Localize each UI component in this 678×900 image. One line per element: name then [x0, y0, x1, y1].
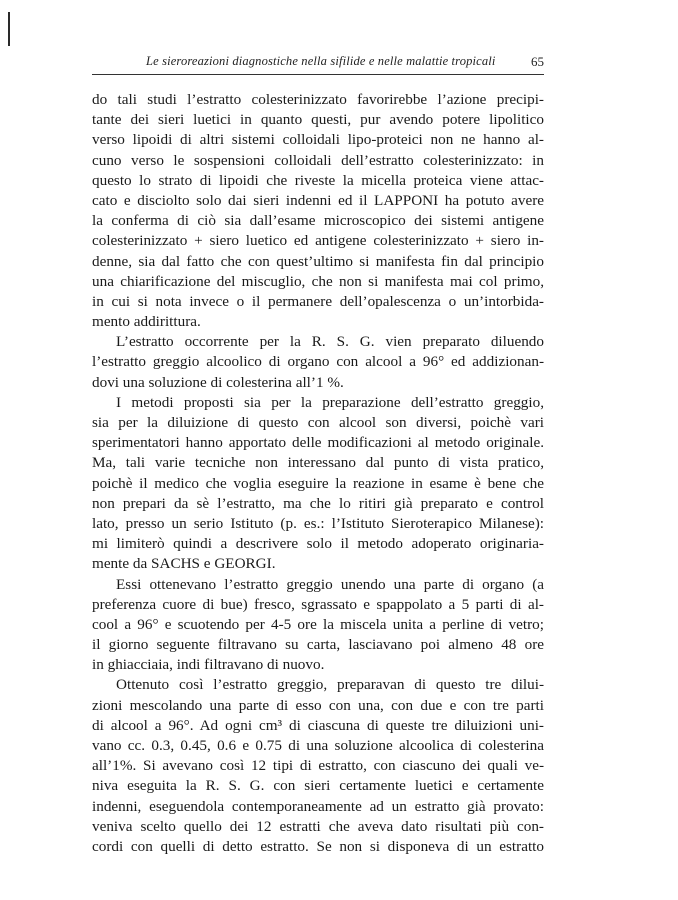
text-line: sperimentatori hanno apportato delle modificazioni al metodo originale.: [92, 434, 544, 452]
text-line: denne, sia dal fatto che con quest’ultimo si manifesta fin dal principio: [92, 252, 544, 270]
text-line: cordi con quelli di detto estratto. Se non si disponeva di un estratto: [92, 837, 544, 855]
text-line: sia per la diluizione di questo con alcool son diversi, poichè vari: [92, 414, 544, 431]
text-line: cato e disciolto solo dai sieri indenni ed il LAPPONI ha potuto avere: [92, 191, 544, 209]
text-line: preferenza cuore di bue) fresco, sgrassato e spappolato a 5 parti di al-: [92, 595, 544, 613]
page-number: 65: [531, 54, 544, 69]
text-line: colesterinizzato + siero luetico ed antigene colesterinizzato + siero in-: [92, 232, 544, 250]
text-line: vano cc. 0.3, 0.45, 0.6 e 0.75 di una soluzione alcoolica di colesterina: [92, 737, 544, 754]
text-line: poichè il medico che voglia eseguire la reazione in esame è bene che: [92, 474, 544, 492]
text-line: veniva scelto quello dei 12 estratti che aveva dato risultati più con-: [92, 817, 544, 835]
text-line: questo lo strato di lipoidi che riveste la micella proteica viene attac-: [92, 171, 544, 189]
header-rule: [92, 74, 544, 75]
text-line: all’1%. Si avevano così 12 tipi di estratto, con ciascuno dei quali ve-: [92, 757, 544, 775]
text-line: Ma, tali varie tecniche non interessano dal punto di vista pratico,: [92, 454, 544, 472]
text-line: cool a 96° e scuotendo per 4-5 ore la miscela unita a perline di vetro;: [92, 615, 544, 633]
scan-edge-mark: [8, 12, 10, 46]
text-line: niva eseguita la R. S. G. con sieri certamente luetici e certamente: [92, 777, 544, 795]
text-line: in ghiacciaia, indi filtravano di nuovo.: [92, 656, 325, 674]
text-line: indenni, eseguendola contemporaneamente ad un estratto già provato:: [92, 797, 544, 815]
text-line: L’estratto occorrente per la R. S. G. vien preparato diluendo: [116, 333, 544, 351]
text-line: Essi ottenevano l’estratto greggio unendo una parte di organo (a: [116, 575, 544, 593]
text-line: verso lipoidi di altri sistemi colloidali lipo-proteici non ne hanno al-: [92, 131, 544, 149]
text-line: mento addirittura.: [92, 313, 201, 331]
text-line: cuno verso le sospensioni colloidali dell’estratto colesterinizzato: in: [92, 151, 544, 169]
text-line: l’estratto greggio alcoolico di organo con alcool a 96° ed addizionan-: [92, 353, 544, 371]
text-line: la conferma di ciò sia dall’esame microscopico dei sistemi antigene: [92, 212, 544, 230]
text-line: Ottenuto così l’estratto greggio, preparavan di questo tre dilui-: [116, 676, 544, 694]
text-line: lato, presso un serio Istituto (p. es.: l’Istituto Sieroterapico Milanese):: [92, 514, 544, 532]
text-line: di alcool a 96°. Ad ogni cm³ di ciascuna di queste tre diluizioni uni-: [92, 716, 544, 734]
text-line: do tali studi l’estratto colesterinizzato favorirebbe l’azione precipi-: [92, 91, 544, 108]
text-line: I metodi proposti sia per la preparazione dell’estratto greggio,: [116, 393, 544, 411]
text-line: non prepari da sè l’estratto, ma che lo ritiri già preparato e control: [92, 494, 544, 512]
running-title: Le sieroreazioni diagnostiche nella sifilide e nelle malattie tropicali: [146, 54, 496, 68]
body-text: [92, 90, 544, 857]
text-line: tante dei sieri luetici in quanto questi, pur avendo potere lipolitico: [92, 111, 544, 129]
text-line: in cui si nota invece o il permanere dell’opalescenza o un’intorbida-: [92, 292, 544, 310]
text-line: dovi una soluzione di colesterina all’1 %.: [92, 373, 344, 391]
page-header: [92, 52, 544, 74]
text-line: zioni mescolando una parte di esso con una, con due e con tre parti: [92, 696, 544, 714]
text-line: mi limiterò quindi a descrivere solo il metodo adoperato originaria-: [92, 535, 544, 553]
text-line: mente da SACHS e GEORGI.: [92, 555, 276, 573]
text-line: una chiarificazione del miscuglio, che non si manifesta mai col primo,: [92, 272, 544, 290]
text-line: il giorno seguente filtravano su carta, lasciavano poi almeno 48 ore: [92, 636, 544, 654]
